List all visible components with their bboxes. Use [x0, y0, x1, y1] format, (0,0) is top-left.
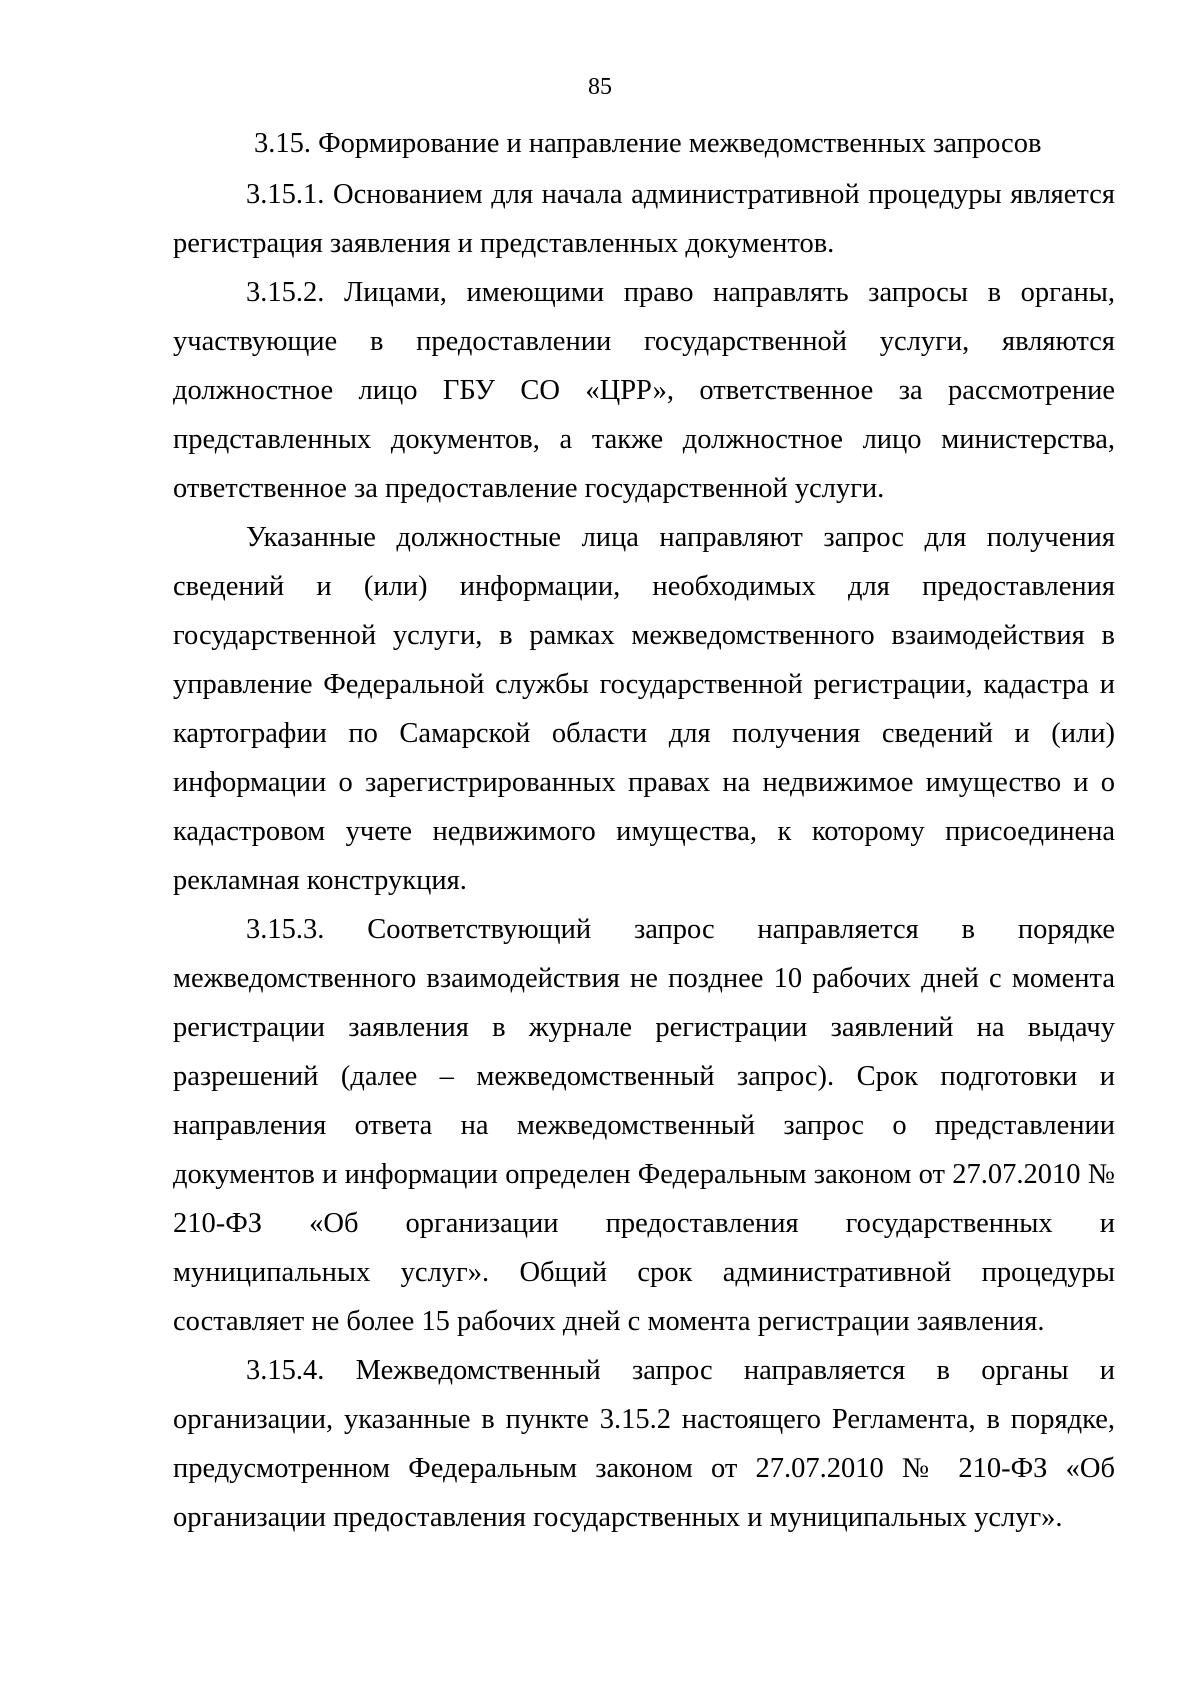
paragraph-3-15-2: 3.15.2. Лицами, имеющими право направлять запросы в органы, участвующие в предоставлении государственной услуги, являются должностное лицо ГБУ СО «ЦРР», ответственное за рассмотрение представленных документов, а также должностное лицо министерства, ответственное за предоставление государственной услуги. — [173, 277, 1115, 504]
paragraph-3-15-4: 3.15.4. Межведомственный запрос направляется в органы и организации, указанные в пункте 3.15.2 настоящего Регламента, в порядке, предусмотренном Федеральным законом от 27.07.2010 № 210-ФЗ «Об организации предоставления государственных и муниципальных услуг». — [173, 1355, 1115, 1533]
paragraph-3-15-3: 3.15.3. Соответствующий запрос направляется в порядке межведомственного взаимодействия не позднее 10 рабочих дней с момента регистрации заявления в журнале регистрации заявлений на выдачу разрешений (далее – межведомственный запрос). Срок подготовки и направления ответа на межведомственный запрос о представлении документов и информации определен Федеральным законом от 27.07.2010 № 210-ФЗ «Об организации предоставления государственных и муниципальных услуг». Общий срок административной процедуры составляет не более 15 рабочих дней с момента регистрации заявления. — [173, 914, 1115, 1337]
paragraph-responsible-officials: Указанные должностные лица направляют запрос для получения сведений и (или) информации, необходимых для предоставления государственной услуги, в рамках межведомственного взаимодействия в управление Федеральной службы государственной регистрации, кадастра и картографии по Самарской области для получения сведений и (или) информации о зарегистрированных правах на недвижимое имущество и о кадастровом учете недвижимого имущества, к которому присоединена рекламная конструкция. — [173, 522, 1115, 896]
paragraph-3-15-1: 3.15.1. Основанием для начала административной процедуры является регистрация заявления и представленных документов. — [173, 179, 1115, 259]
section-title: 3.15. Формирование и направление межведомственных запросов — [254, 128, 1042, 159]
page-number: 85 — [588, 74, 612, 100]
document-body — [173, 119, 1115, 1542]
